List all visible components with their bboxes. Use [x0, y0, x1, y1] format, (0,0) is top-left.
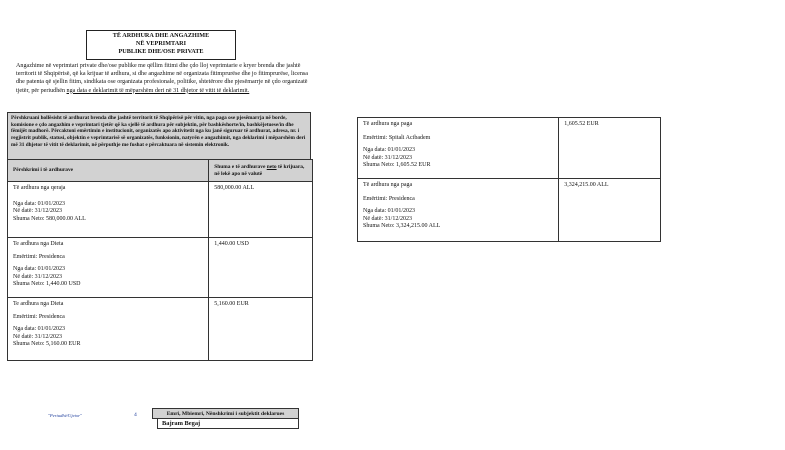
income-to-date: Në datë: 31/12/2023 — [363, 154, 412, 161]
income-description — [8, 238, 209, 298]
form-title-line-2: NË VEPRIMTARI — [135, 40, 187, 47]
declarant-name: Bajram Begaj — [157, 418, 299, 429]
page-number: 4 — [134, 412, 137, 418]
income-table-right — [357, 117, 661, 242]
income-net-amount: Shuma Neto: 3,324,215.00 ALL — [363, 223, 441, 230]
income-from-date: Nga data: 01/01/2023 — [13, 326, 65, 333]
income-institution: Emërtimi: Presidenca — [13, 313, 65, 320]
table-row — [8, 298, 313, 361]
amount-header-part-1: Shuma e të ardhurave — [214, 163, 267, 170]
income-institution: Emërtimi: Spitali Acibadem — [363, 134, 431, 141]
table-row — [358, 118, 661, 179]
income-to-date: Në datë: 31/12/2023 — [13, 333, 62, 340]
income-to-date: Në datë: 31/12/2023 — [13, 208, 62, 215]
income-from-date: Nga data: 01/01/2023 — [363, 147, 415, 154]
income-table-left — [7, 159, 313, 361]
income-title: Të ardhura nga paga — [363, 121, 413, 127]
income-institution: Emërtimi: Presidenca — [363, 195, 415, 202]
income-description — [358, 118, 559, 179]
income-amount: 580,000.00 ALL — [209, 182, 313, 238]
instructions-box — [7, 112, 311, 160]
income-amount: 3,324,215.00 ALL — [559, 179, 661, 242]
intro-underlined-period: nga data e deklarimit të mëparshëm deri në 31 dhjetor të vitit të deklarimit. — [66, 87, 250, 94]
table-row — [358, 179, 661, 242]
intro-text: Angazhime në veprimtari private dhe/ose publike me qëllim fitimi dhe çdo lloj veprimtarie e kryer brenda dhe jashtë territorit të Shqipërisë, që ka krijuar të ardhura, si dhe angazhime në organizata fitimprurëse dhe jo fitimprurëse, licensa dhe patenta që sjellin fitim, sindikata ose organizata profesionale, politike, shtetërore dhe pjesëmarrje në çdo organizatë tjetër, për periudhën — [16, 63, 308, 94]
income-title: Te ardhura nga Dieta — [13, 301, 64, 307]
table-row — [8, 182, 313, 238]
income-amount: 1,440.00 USD — [209, 238, 313, 298]
period-label: "Periudhë/Ujetor" — [48, 413, 82, 418]
income-amount: 1,605.52 EUR — [559, 118, 661, 179]
income-net-amount: Shuma Neto: 5,160.00 EUR — [13, 341, 81, 348]
table-row — [8, 238, 313, 298]
income-title: Të ardhura nga paga — [363, 182, 413, 188]
income-to-date: Në datë: 31/12/2023 — [13, 273, 62, 280]
form-title-box — [86, 30, 236, 60]
income-to-date: Në datë: 31/12/2023 — [363, 215, 412, 222]
income-description — [8, 182, 209, 238]
signature-label: Emri, Mbiemri, Nënshkrimi i subjektit deklarues — [152, 408, 299, 419]
income-from-date: Nga data: 01/01/2023 — [13, 200, 65, 207]
income-institution: Emërtimi: Presidenca — [13, 253, 65, 260]
income-amount: 5,160.00 EUR — [209, 298, 313, 361]
income-from-date: Nga data: 01/01/2023 — [363, 208, 415, 215]
income-table-header — [8, 160, 313, 182]
amount-column-header — [209, 160, 313, 182]
instructions-text: Përshkruani hollësisht të ardhurat brenda dhe jashtë territorit të Shqipërisë për vitin, nga paga ose pjesëmarrja në borde, komisione e çdo angazhim e veprimtari tjetër që ka sjellë të ardhura për subjektin, për bashkëshorte/in, bashkëjetuese/in dhe fëmijët madhorë. Përcaktoni emërtimin e institucionit, organizatës apo aktivitetit nga ku janë siguruar të ardhurat, adresa, nr. i regjistrit publik, statusi, objektin e veprimtarisë së organizatës, funksionin, natyrën e angazhimit, nga deklarimi i mëparshëm deri më 31 dhjetor të vitit të deklarimit, në përputhje me fushat e përcaktuara në sistemin elektronik. — [11, 115, 306, 148]
form-title-line-3: PUBLIKE DHE/OSE PRIVATE — [118, 48, 204, 55]
income-title: Të ardhura nga qeraja — [13, 185, 66, 191]
income-title: Te ardhura nga Dieta — [13, 241, 64, 247]
amount-header-part-2: të krijuara, në lekë apo në valutë — [214, 163, 305, 177]
form-title-line-1: TË ARDHURA DHE ANGAZHIME — [112, 32, 210, 39]
income-net-amount: Shuma Neto: 1,605.52 EUR — [363, 162, 431, 169]
income-net-amount: Shuma Neto: 1,440.00 USD — [13, 281, 81, 288]
amount-header-neto: neto — [266, 163, 277, 170]
intro-paragraph — [16, 62, 312, 95]
description-column-header: Përshkrimi i të ardhurave — [8, 160, 209, 182]
income-from-date: Nga data: 01/01/2023 — [13, 266, 65, 273]
income-description — [358, 179, 559, 242]
income-description — [8, 298, 209, 361]
income-net-amount: Shuma Neto: 580,000.00 ALL — [13, 215, 86, 222]
